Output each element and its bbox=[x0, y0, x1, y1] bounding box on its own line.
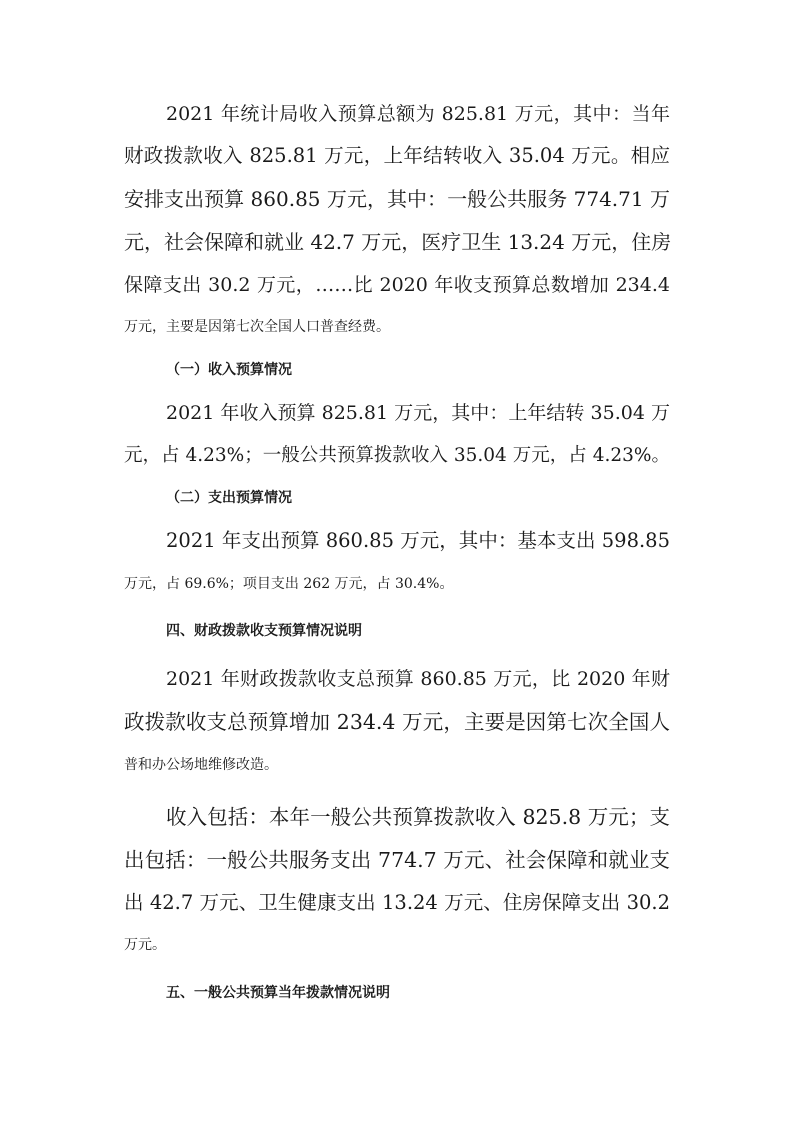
text-line: 财政拨款收入 825.81 万元，上年结转收入 35.04 万元。相应 bbox=[124, 144, 670, 167]
text-line: 元，社会保障和就业 42.7 万元，医疗卫生 13.24 万元，住房 bbox=[124, 230, 672, 254]
text-line: 万元，主要是因第七次全国人口普查经费。 bbox=[124, 319, 390, 335]
text-line: 出 42.7 万元、卫生健康支出 13.24 万元、住房保障支出 30.2 bbox=[124, 891, 670, 914]
text-line: 普和办公场地维修改造。 bbox=[124, 757, 278, 773]
text-line: 出包括：一般公共服务支出 774.7 万元、社会保障和就业支 bbox=[124, 848, 670, 872]
text-line: 2021 年收入预算 825.81 万元，其中：上年结转 35.04 万 bbox=[166, 402, 670, 424]
text-line: 2021 年统计局收入预算总额为 825.81 万元，其中：当年 bbox=[166, 103, 670, 125]
text-line: 2021 年支出预算 860.85 万元，其中：基本支出 598.85 bbox=[166, 529, 670, 552]
text-line: 万元。 bbox=[124, 937, 166, 953]
text-line: 保障支出 30.2 万元，……比 2020 年收支预算总数增加 234.4 bbox=[124, 274, 670, 296]
subheading-income-budget: （一）收入预算情况 bbox=[166, 362, 292, 378]
section-heading-fiscal-appropriation: 四、财政拨款收支预算情况说明 bbox=[166, 623, 362, 639]
section-heading-general-public-budget: 五、一般公共预算当年拨款情况说明 bbox=[166, 985, 390, 1001]
text-line: 政拨款收支总预算增加 234.4 万元，主要是因第七次全国人 bbox=[124, 710, 670, 734]
text-line: 2021 年财政拨款收支总预算 860.85 万元，比 2020 年财 bbox=[166, 668, 670, 690]
text-line: 收入包括：本年一般公共预算拨款收入 825.8 万元；支 bbox=[166, 805, 670, 829]
text-line: 元，占 4.23%；一般公共预算拨款收入 35.04 万元，占 4.23%。 bbox=[124, 445, 670, 466]
text-line: 安排支出预算 860.85 万元，其中：一般公共服务 774.71 万 bbox=[124, 187, 670, 211]
subheading-expenditure-budget: （二）支出预算情况 bbox=[166, 490, 292, 506]
text-line: 万元，占 69.6%；项目支出 262 万元，占 30.4%。 bbox=[124, 576, 454, 592]
